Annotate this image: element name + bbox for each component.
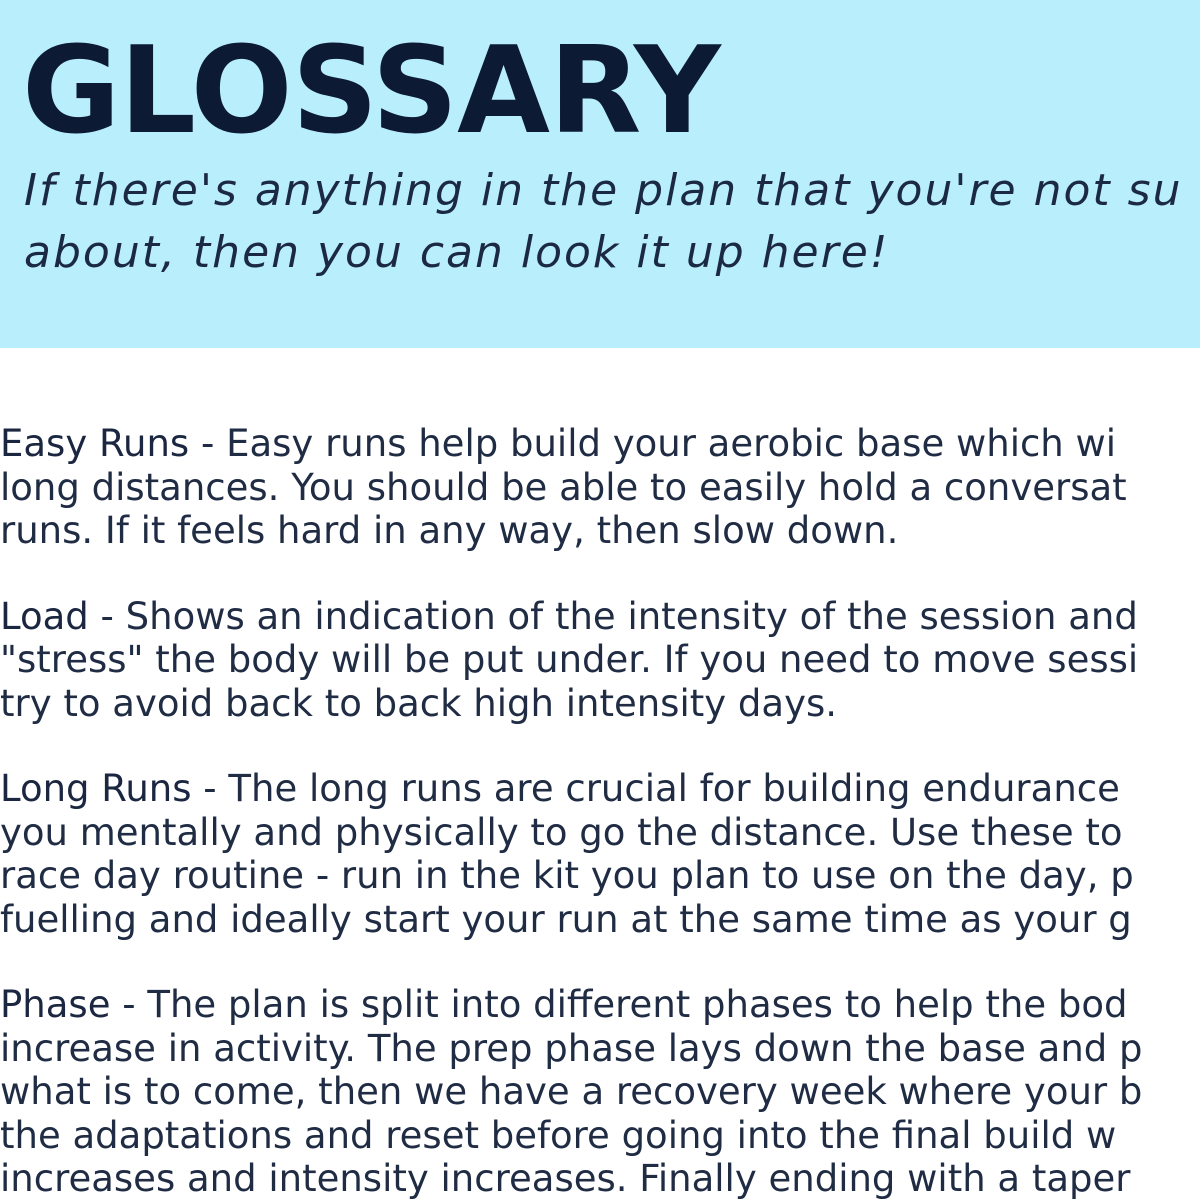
definition-line: runs. If it feels hard in any way, then slow down. bbox=[0, 509, 899, 552]
subtitle-line: about, then you can look it up here! bbox=[24, 227, 890, 278]
glossary-entry-easy-runs bbox=[0, 422, 1200, 553]
term-separator: - bbox=[189, 422, 227, 465]
subtitle-line: If there's anything in the plan that you're not su bbox=[24, 165, 1183, 216]
entry-first-line bbox=[0, 767, 1200, 811]
term-separator: - bbox=[110, 983, 148, 1026]
definition-text: Easy runs help build your aerobic base which wi bbox=[226, 422, 1117, 465]
glossary-term: Easy Runs bbox=[0, 422, 190, 465]
entry-first-line bbox=[0, 595, 1200, 639]
definition-line: the adaptations and reset before going into the final build w bbox=[0, 1113, 1117, 1157]
glossary-list bbox=[0, 422, 1200, 1200]
definition-text: The long runs are crucial for building endurance bbox=[228, 767, 1120, 810]
definition-text: Shows an indication of the intensity of the session and bbox=[125, 594, 1138, 638]
glossary-term: Load bbox=[0, 594, 89, 638]
entry-first-line bbox=[0, 983, 1200, 1027]
term-separator: - bbox=[88, 594, 126, 638]
glossary-entry-load bbox=[0, 595, 1200, 726]
definition-line: you mentally and physically to go the distance. Use these to bbox=[0, 810, 1123, 854]
glossary-term: Phase bbox=[0, 983, 111, 1026]
entry-first-line bbox=[0, 422, 1200, 466]
definition-line: increases and intensity increases. Finally ending with a taper bbox=[0, 1157, 1131, 1200]
term-separator: - bbox=[191, 767, 229, 810]
definition-line: increase in activity. The prep phase lays down the base and p bbox=[0, 1026, 1143, 1070]
glossary-term: Long Runs bbox=[0, 767, 192, 810]
definition-line: fuelling and ideally start your run at the same time as your g bbox=[0, 897, 1132, 941]
page-subtitle bbox=[24, 160, 1182, 284]
definition-line: what is to come, then we have a recovery week where your b bbox=[0, 1070, 1143, 1113]
definition-text: The plan is split into different phases to help the bod bbox=[147, 983, 1128, 1026]
page-title: GLOSSARY bbox=[22, 22, 720, 161]
definition-line: long distances. You should be able to easily hold a conversat bbox=[0, 465, 1127, 509]
glossary-entry-phase bbox=[0, 983, 1200, 1200]
definition-line: try to avoid back to back high intensity days. bbox=[0, 681, 837, 725]
definition-line: race day routine - run in the kit you plan to use on the day, p bbox=[0, 854, 1134, 897]
glossary-header bbox=[0, 0, 1200, 348]
glossary-entry-long-runs bbox=[0, 767, 1200, 941]
definition-line: "stress" the body will be put under. If you need to move sessi bbox=[0, 638, 1139, 681]
